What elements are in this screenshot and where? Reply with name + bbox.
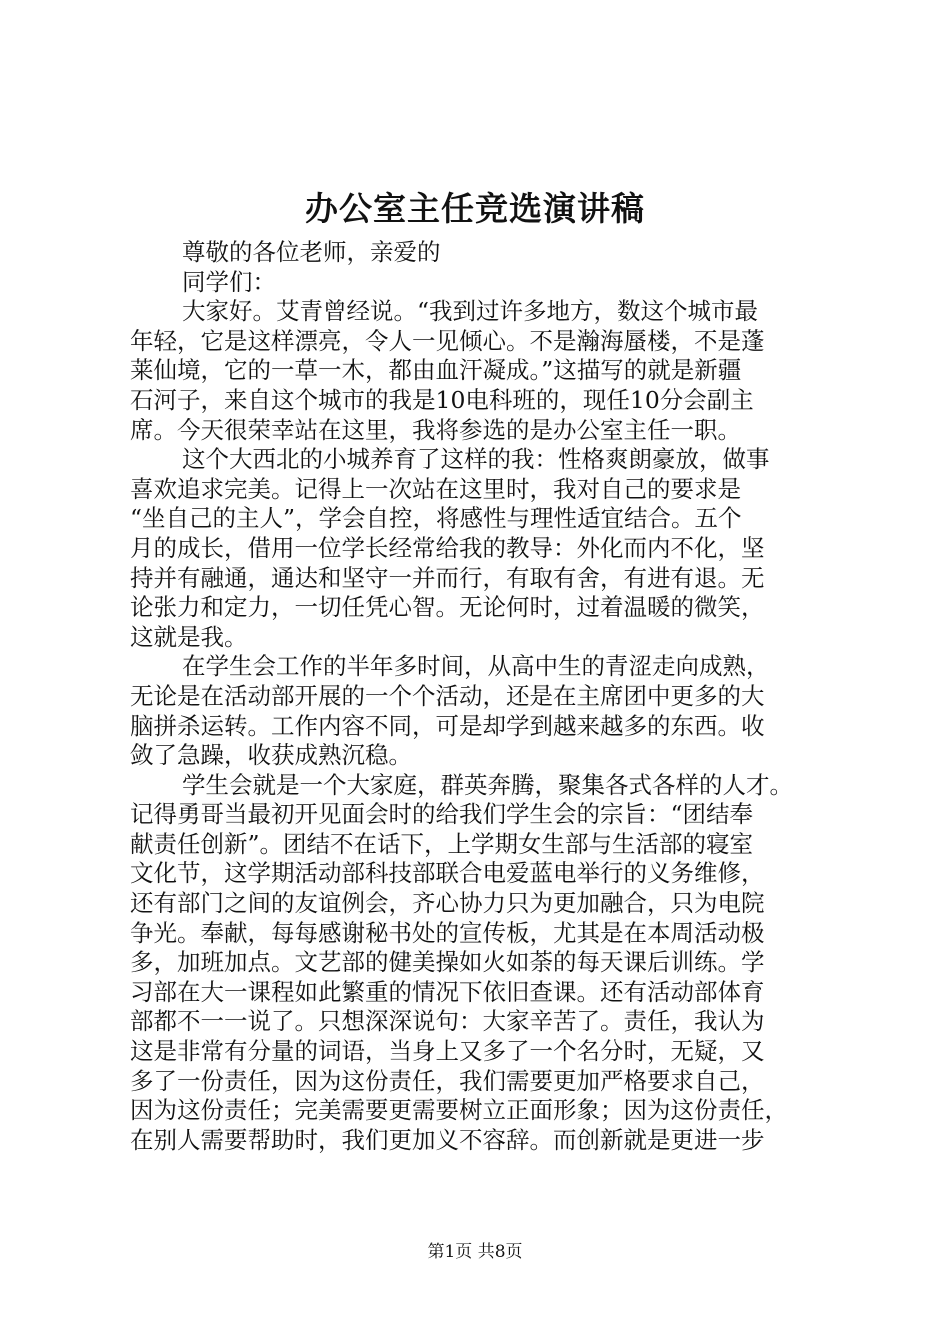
document-body xyxy=(130,238,830,1155)
paragraph-line: 席。今天很荣幸站在这里，我将参选的是办公室主任一职。 xyxy=(130,415,741,444)
paragraph-line: 习部在大一课程如此繁重的情况下依旧查课。还有活动部体育 xyxy=(130,977,765,1006)
paragraph-line: 大家好。艾青曾经说。“我到过许多地方，数这个城市最 xyxy=(182,297,759,326)
paragraph-line: 这就是我。 xyxy=(130,622,248,651)
paragraph-line: 这个大西北的小城养育了这样的我：性格爽朗豪放，做事 xyxy=(182,445,770,474)
paragraph-line: 多，加班加点。文艺部的健美操如火如荼的每天课后训练。学 xyxy=(130,948,765,977)
paragraph-line: 论张力和定力，一切任凭心智。无论何时，过着温暖的微笑， xyxy=(130,593,765,622)
paragraph-line: “坐自己的主人”，学会自控，将感性与理性适宜结合。五个 xyxy=(130,504,742,533)
greeting-line: 同学们： xyxy=(182,267,276,296)
paragraph-line: 石河子，来自这个城市的我是10电科班的，现任10分会副主 xyxy=(130,385,754,414)
paragraph-line: 还有部门之间的友谊例会，齐心协力只为更加融合，只为电院 xyxy=(130,889,765,918)
greeting-line: 尊敬的各位老师，亲爱的 xyxy=(182,238,441,266)
paragraph-line: 持并有融通，通达和坚守一并而行，有取有舍，有进有退。无 xyxy=(130,563,765,592)
page-footer: 第1页 共8页 xyxy=(427,1242,523,1262)
document-title: 办公室主任竞选演讲稿 xyxy=(305,189,645,228)
paragraph-line: 学生会就是一个大家庭，群英奔腾，聚集各式各样的人才。 xyxy=(182,770,793,799)
paragraph-line: 年轻，它是这样漂亮，令人一见倾心。不是瀚海蜃楼，不是蓬 xyxy=(130,326,765,355)
paragraph-line: 因为这份责任；完美需要更需要树立正面形象；因为这份责任， xyxy=(130,1096,788,1125)
paragraph-line: 记得勇哥当最初开见面会时的给我们学生会的宗旨：“团结奉 xyxy=(130,800,754,829)
paragraph-line: 月的成长，借用一位学长经常给我的教导：外化而内不化，坚 xyxy=(130,533,765,562)
paragraph-line: 争光。奉献，每每感谢秘书处的宣传板，尤其是在本周活动极 xyxy=(130,918,765,947)
paragraph-line: 敛了急躁，收获成熟沉稳。 xyxy=(130,741,412,770)
paragraph-line: 在别人需要帮助时，我们更加义不容辞。而创新就是更进一步 xyxy=(130,1125,765,1154)
paragraph-line: 莱仙境，它的一草一木，都由血汗凝成。”这描写的就是新疆 xyxy=(130,356,742,385)
paragraph-line: 喜欢追求完美。记得上一次站在这里时，我对自己的要求是 xyxy=(130,474,741,503)
paragraph-line: 多了一份责任，因为这份责任，我们需要更加严格要求自己， xyxy=(130,1066,765,1095)
paragraph-line: 这是非常有分量的词语，当身上又多了一个名分时，无疑，又 xyxy=(130,1037,765,1066)
paragraph-line: 无论是在活动部开展的一个个活动，还是在主席团中更多的大 xyxy=(130,681,765,710)
paragraph-line: 文化节，这学期活动部科技部联合电爱蓝电举行的义务维修， xyxy=(130,859,765,888)
paragraph-line: 部都不一一说了。只想深深说句：大家辛苦了。责任，我认为 xyxy=(130,1007,765,1036)
paragraph-line: 献责任创新”。团结不在话下，上学期女生部与生活部的寝室 xyxy=(130,829,754,858)
paragraph-line: 在学生会工作的半年多时间，从高中生的青涩走向成熟， xyxy=(182,652,770,681)
paragraph-line: 脑拼杀运转。工作内容不同，可是却学到越来越多的东西。收 xyxy=(130,711,765,740)
